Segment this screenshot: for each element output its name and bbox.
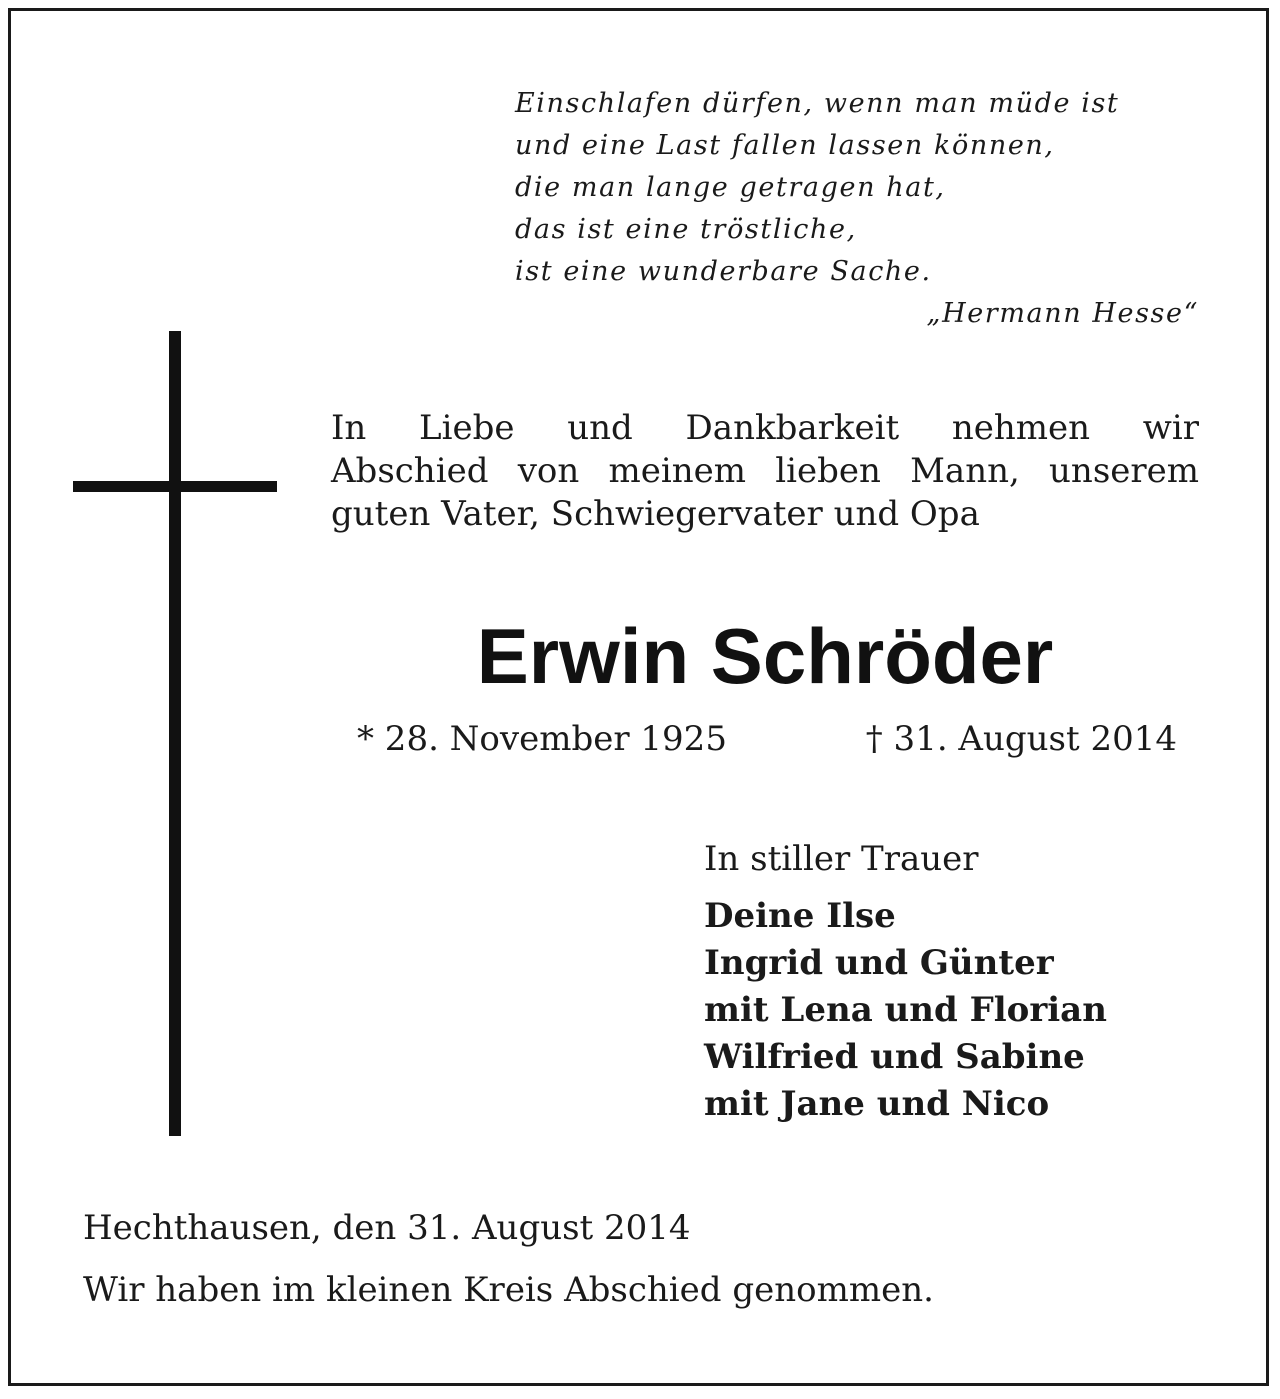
intro-line: In Liebe und Dankbarkeit nehmen wir: [331, 408, 1199, 448]
intro-text: [331, 407, 1199, 536]
quote-author: „Hermann Hesse“: [926, 298, 1199, 329]
intro-line: guten Vater, Schwiegervater und Opa: [331, 494, 980, 534]
cross-vertical-bar: [169, 331, 181, 1136]
life-dates: [357, 715, 1177, 763]
mourner-name: Wilfried und Sabine: [704, 1037, 1085, 1077]
poem-quote: [515, 83, 1199, 335]
quote-line: ist eine wunderbare Sache.: [515, 256, 932, 287]
birth-date: * 28. November 1925: [357, 719, 727, 759]
mourner-list: [704, 893, 1107, 1128]
quote-line: Einschlafen dürfen, wenn man müde ist: [515, 88, 1120, 119]
intro-line: Abschied von meinem lieben Mann, unserem: [331, 451, 1199, 491]
death-date: † 31. August 2014: [865, 719, 1177, 759]
quote-line: und eine Last fallen lassen können,: [515, 130, 1055, 161]
mourner-name: mit Jane und Nico: [704, 1084, 1050, 1124]
mourning-label: In stiller Trauer: [704, 839, 979, 879]
mourner-name: Ingrid und Günter: [704, 943, 1054, 983]
deceased-name: Erwin Schröder: [476, 612, 1054, 700]
place-and-date: Hechthausen, den 31. August 2014: [83, 1208, 691, 1248]
quote-line: die man lange getragen hat,: [515, 172, 946, 203]
cross-horizontal-bar: [73, 481, 277, 492]
quote-line: das ist eine tröstliche,: [515, 214, 857, 245]
mourner-name: Deine Ilse: [704, 896, 896, 936]
mourner-name: mit Lena und Florian: [704, 990, 1107, 1030]
farewell-note: Wir haben im kleinen Kreis Abschied genommen.: [83, 1270, 934, 1310]
